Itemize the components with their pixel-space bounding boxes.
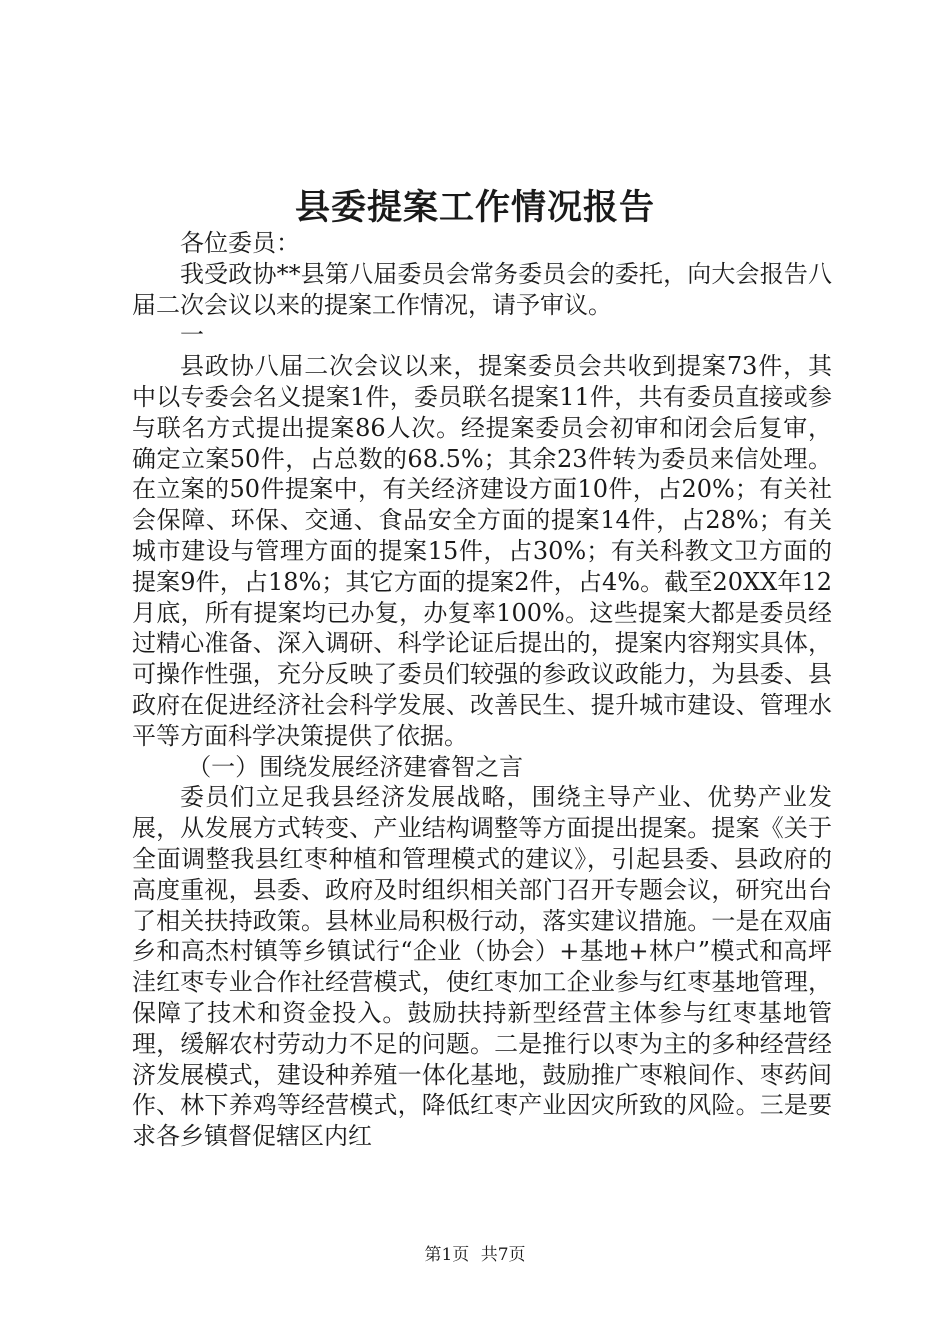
section-number: 一 [180,321,204,350]
document-body [132,228,832,1152]
economy-paragraph: 委员们立足我县经济发展战略，围绕主导产业、优势产业发展，从发展方式转变、产业结构调整等方面提出提案。提案《关于全面调整我县红枣种植和管理模式的建议》，引起县委、县政府的高度重视，县委、政府及时组织相关部门召开专题会议，研究出台了相关扶持政策。县林业局积极行动，落实建议措施。一是在双庙乡和高杰村镇等乡镇试行“企业（协会）+基地+林户”模式和高坪洼红枣专业合作社经营模式，使红枣加工企业参与红枣基地管理，保障了技术和资金投入。鼓励扶持新型经营主体参与红枣基地管理，缓解农村劳动力不足的问题。二是推行以枣为主的多种经营经济发展模式，建设种养殖一体化基地，鼓励推广枣粮间作、枣药间作、林下养鸡等经营模式，降低红枣产业因灾所致的风险。三是要求各乡镇督促辖区内红 [132,783,832,1151]
subsection-heading: （一）围绕发展经济建睿智之言 [187,752,524,781]
summary-paragraph: 县政协八届二次会议以来，提案委员会共收到提案73件，其中以专委会名义提案1件，委员联名提案11件，共有委员直接或参与联名方式提出提案86人次。经提案委员会初审和闭会后复审，确定立案50件，占总数的68.5%；其余23件转为委员来信处理。在立案的50件提案中，有关经济建设方面10件，占20%；有关社会保障、环保、交通、食品安全方面的提案14件，占28%；有关城市建设与管理方面的提案15件，占30%；有关科教文卫方面的提案9件，占18%；其它方面的提案2件，占4%。截至20XX年12月底，所有提案均已办复，办复率100%。这些提案大都是委员经过精心准备、深入调研、科学论证后提出的，提案内容翔实具体，可操作性强，充分反映了委员们较强的参政议政能力，为县委、县政府在促进经济社会科学发展、改善民生、提升城市建设、管理水平等方面科学决策提供了依据。 [132,352,832,750]
page-footer: 第1页 共7页 [424,1245,526,1265]
intro-paragraph: 我受政协**县第八届委员会常务委员会的委托，向大会报告八届二次会议以来的提案工作情况，请予审议。 [132,259,832,319]
document-title: 县委提案工作情况报告 [294,187,655,228]
salutation: 各位委员： [180,229,300,257]
